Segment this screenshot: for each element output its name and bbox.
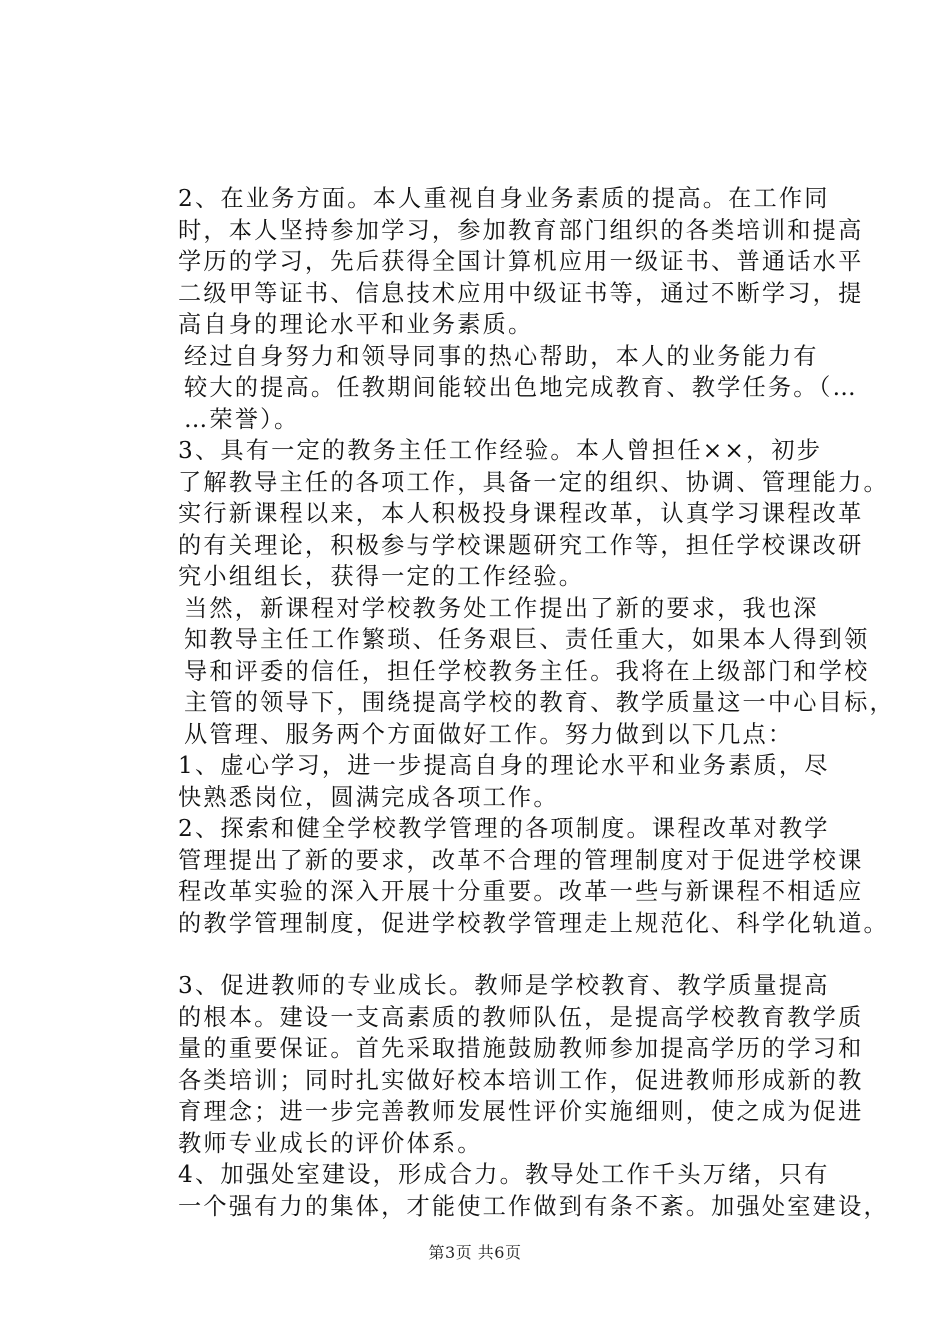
text-line: 1、虚心学习，进一步提高自身的理论水平和业务素质，尽 [178, 752, 830, 779]
text-line: …荣誉）。 [184, 405, 300, 433]
text-line: 从管理、服务两个方面做好工作。努力做到以下几点： [184, 720, 794, 748]
text-line: 一个强有力的集体，才能使工作做到有条不紊。加强处室建设， [178, 1192, 889, 1220]
text-line: 3、具有一定的教务主任工作经验。本人曾担任××，初步 [178, 437, 823, 464]
text-line: 各类培训；同时扎实做好校本培训工作，促进教师形成新的教 [178, 1066, 864, 1094]
text-line: 管理提出了新的要求，改革不合理的管理制度对于促进学校课 [178, 846, 864, 874]
paragraph-point-1 [128, 750, 834, 813]
text-line: 2、在业务方面。本人重视自身业务素质的提高。在工作同 [178, 185, 830, 212]
text-line: 时，本人坚持参加学习，参加教育部门组织的各类培训和提高 [178, 216, 864, 244]
text-line: 3、促进教师的专业成长。教师是学校教育、教学质量提高 [178, 972, 830, 999]
text-line: 经过自身努力和领导同事的热心帮助，本人的业务能力有 [184, 342, 819, 370]
text-line: 的有关理论，积极参与学校课题研究工作等，担任学校课改研 [178, 531, 864, 559]
text-line: 知教导主任工作繁琐、任务艰巨、责任重大，如果本人得到领 [184, 626, 870, 653]
text-line: 究小组组长，获得一定的工作经验。 [178, 563, 585, 590]
paragraph-ability-improved [128, 341, 858, 436]
text-line: 高自身的理论水平和业务素质。 [178, 311, 534, 338]
paragraph-experience [128, 435, 889, 593]
paragraph-point-2 [128, 813, 889, 939]
text-line: 主管的领导下，围绕提高学校的教育、教学质量这一中心目标， [184, 689, 895, 716]
text-line: 程改革实验的深入开展十分重要。改革一些与新课程不相适应 [178, 878, 864, 905]
paragraph-point-3 [128, 970, 864, 1159]
text-line: 量的重要保证。首先采取措施鼓励教师参加提高学历的学习和 [178, 1035, 864, 1062]
text-line: 导和评委的信任，担任学校教务主任。我将在上级部门和学校 [184, 657, 870, 685]
text-line: 4、加强处室建设，形成合力。教导处工作千头万绪，只有 [178, 1161, 830, 1188]
text-line: 较大的提高。任教期间能较出色地完成教育、教学任务。（… [184, 374, 858, 401]
text-line: 实行新课程以来，本人积极投身课程改革，认真学习课程改革 [178, 500, 864, 527]
text-line: 当然，新课程对学校教务处工作提出了新的要求，我也深 [184, 594, 819, 622]
text-line: 学历的学习，先后获得全国计算机应用一级证书、普通话水平 [178, 248, 864, 275]
text-line: 2、探索和健全学校教学管理的各项制度。课程改革对教学 [178, 815, 830, 842]
text-line: 二级甲等证书、信息技术应用中级证书等，通过不断学习，提 [178, 279, 864, 307]
paragraph-point-4 [128, 1159, 889, 1222]
text-line: 了解教导主任的各项工作，具备一定的组织、协调、管理能力。 [178, 468, 889, 496]
text-line: 教师专业成长的评价体系。 [178, 1129, 483, 1157]
page-number-footer: 第3页 共6页 [428, 1243, 522, 1262]
paragraph-business-quality [128, 183, 864, 341]
paragraph-new-requirements [128, 593, 895, 751]
text-line: 的教学管理制度，促进学校教学管理走上规范化、科学化轨道。 [178, 909, 889, 937]
text-line: 的根本。建设一支高素质的教师队伍，是提高学校教育教学质 [178, 1003, 864, 1031]
text-line: 育理念；进一步完善教师发展性评价实施细则，使之成为促进 [178, 1098, 864, 1125]
document-body [128, 183, 895, 1222]
text-line: 快熟悉岗位，圆满完成各项工作。 [178, 783, 559, 811]
